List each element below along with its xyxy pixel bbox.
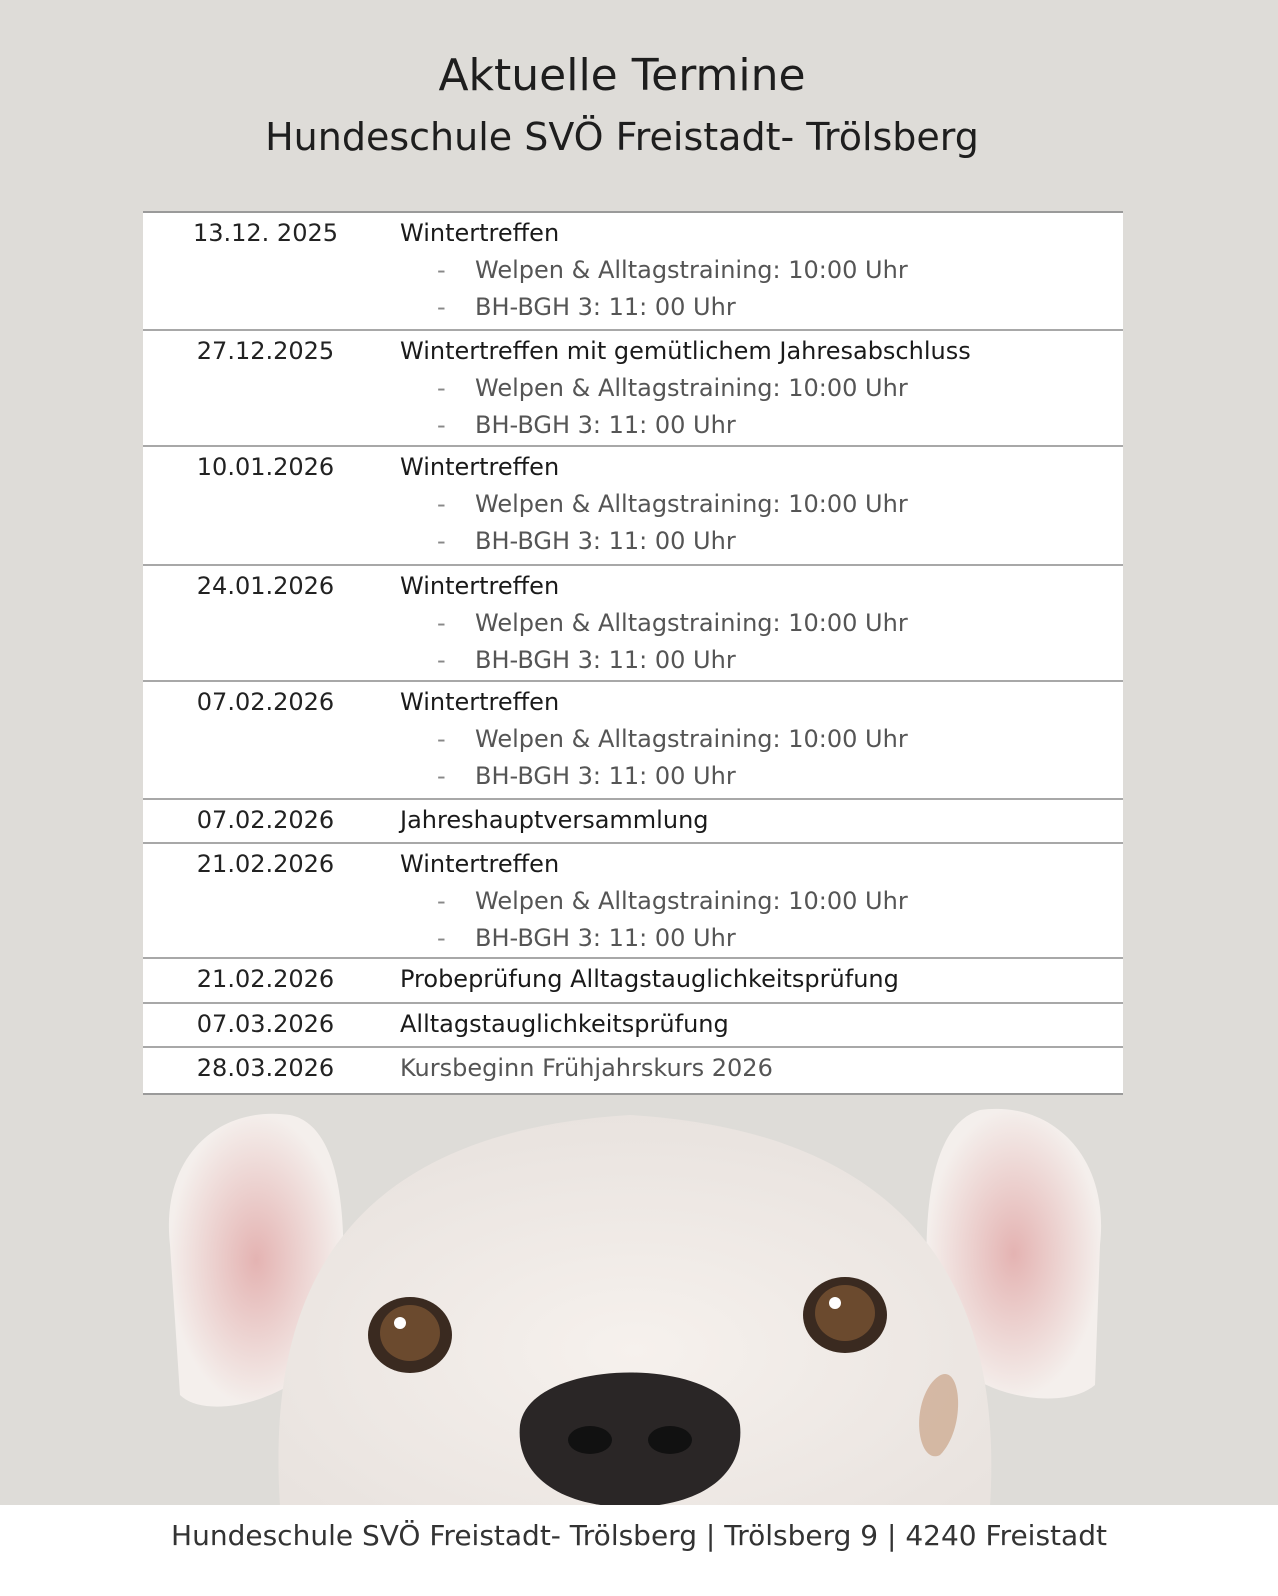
dash-bullet: - (437, 527, 446, 555)
event-date: 21.02.2026 (196, 850, 335, 878)
event-sub-item (400, 293, 1123, 321)
event-sub-item-text: BH-BGH 3: 11: 00 Uhr (475, 924, 736, 952)
event-date: 24.01.2026 (196, 572, 335, 600)
event-row (143, 800, 1123, 844)
event-row (143, 331, 1123, 447)
event-title: Kursbeginn Frühjahrskurs 2026 (400, 1054, 773, 1082)
dash-bullet: - (437, 374, 446, 402)
event-sub-item-text: Welpen & Alltagstraining: 10:00 Uhr (475, 256, 908, 284)
event-date: 28.03.2026 (196, 1054, 335, 1082)
dash-bullet: - (437, 609, 446, 637)
event-date: 10.01.2026 (196, 453, 335, 481)
dash-bullet: - (437, 762, 446, 790)
event-content (388, 1048, 1123, 1093)
event-row (143, 959, 1123, 1004)
event-title: Wintertreffen mit gemütlichem Jahresabschluss (400, 337, 971, 365)
event-sub-item-text: Welpen & Alltagstraining: 10:00 Uhr (475, 725, 908, 753)
event-sub-item-text: Welpen & Alltagstraining: 10:00 Uhr (475, 609, 908, 637)
event-content (388, 844, 1123, 957)
event-content (388, 682, 1123, 798)
footer-address: Hundeschule SVÖ Freistadt- Trölsberg | Trölsberg 9 | 4240 Freistadt (0, 1505, 1278, 1596)
event-sub-item (400, 725, 1123, 753)
event-date: 21.02.2026 (196, 965, 335, 993)
event-date: 13.12. 2025 (192, 219, 339, 247)
event-title: Jahreshauptversammlung (400, 806, 709, 834)
event-sub-item (400, 887, 1123, 915)
event-title: Wintertreffen (400, 453, 560, 481)
event-sub-item (400, 646, 1123, 674)
event-sub-item (400, 490, 1123, 518)
event-date: 07.03.2026 (196, 1010, 335, 1038)
event-sub-item-text: BH-BGH 3: 11: 00 Uhr (475, 293, 736, 321)
event-row (143, 1048, 1123, 1093)
event-sub-item-text: Welpen & Alltagstraining: 10:00 Uhr (475, 887, 908, 915)
event-sub-item-text: BH-BGH 3: 11: 00 Uhr (475, 411, 736, 439)
event-sub-item (400, 762, 1123, 790)
event-row (143, 213, 1123, 331)
event-row (143, 682, 1123, 800)
event-title: Wintertreffen (400, 219, 560, 247)
event-sub-item (400, 924, 1123, 952)
dash-bullet: - (437, 725, 446, 753)
event-date: 07.02.2026 (196, 688, 335, 716)
event-sub-item-text: BH-BGH 3: 11: 00 Uhr (475, 762, 736, 790)
event-sub-item (400, 411, 1123, 439)
event-sub-item (400, 374, 1123, 402)
event-title: Wintertreffen (400, 572, 560, 600)
dash-bullet: - (437, 924, 446, 952)
dash-bullet: - (437, 490, 446, 518)
event-row (143, 844, 1123, 959)
event-content (388, 213, 1123, 329)
dash-bullet: - (437, 256, 446, 284)
bulldog-image (150, 1095, 1120, 1507)
event-sub-item-text: BH-BGH 3: 11: 00 Uhr (475, 527, 736, 555)
event-row (143, 566, 1123, 682)
page-subtitle: Hundeschule SVÖ Freistadt- Trölsberg (265, 115, 979, 159)
event-sub-item-text: BH-BGH 3: 11: 00 Uhr (475, 646, 736, 674)
event-content (388, 331, 1123, 445)
event-content (388, 447, 1123, 564)
dash-bullet: - (437, 293, 446, 321)
dash-bullet: - (437, 646, 446, 674)
events-table (143, 211, 1123, 1095)
event-title: Probeprüfung Alltagstauglichkeitsprüfung (400, 965, 899, 993)
event-sub-item-text: Welpen & Alltagstraining: 10:00 Uhr (475, 490, 908, 518)
event-date: 07.02.2026 (196, 806, 335, 834)
page-title: Aktuelle Termine (438, 50, 806, 101)
event-content (388, 959, 1123, 1002)
dash-bullet: - (437, 887, 446, 915)
event-row (143, 1004, 1123, 1048)
event-date: 27.12.2025 (196, 337, 335, 365)
event-content (388, 566, 1123, 680)
event-row (143, 447, 1123, 566)
dash-bullet: - (437, 411, 446, 439)
event-title: Wintertreffen (400, 688, 560, 716)
event-sub-item (400, 609, 1123, 637)
event-sub-item (400, 256, 1123, 284)
event-sub-item-text: Welpen & Alltagstraining: 10:00 Uhr (475, 374, 908, 402)
event-content (388, 1004, 1123, 1046)
event-title: Alltagstauglichkeitsprüfung (400, 1010, 729, 1038)
event-content (388, 800, 1123, 842)
event-title: Wintertreffen (400, 850, 560, 878)
event-sub-item (400, 527, 1123, 555)
